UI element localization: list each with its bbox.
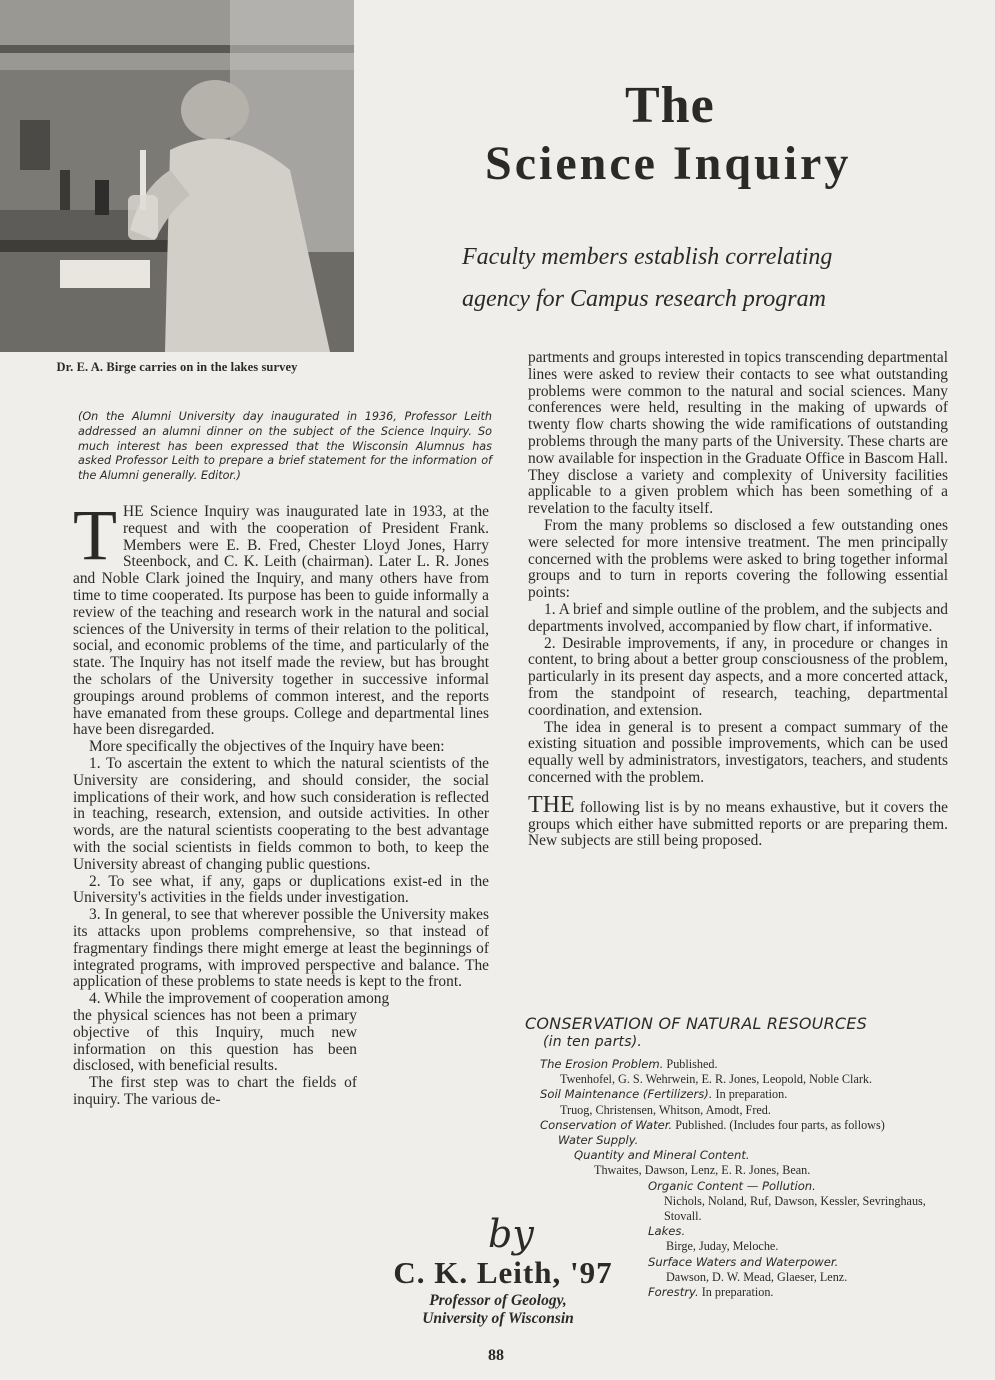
objectives-intro: More specifically the objectives of the Inquiry have been:: [89, 738, 445, 756]
list-item: Nichols, Noland, Ruf, Dawson, Kessler, Sevringhaus, Stovall.: [664, 1193, 926, 1224]
by-label: by: [488, 1212, 534, 1256]
list-item: Truog, Christensen, Whitson, Amodt, Fred.: [560, 1102, 771, 1117]
list-item: Water Supply.: [558, 1133, 639, 1148]
objective-3: 3. In general, to see that wherever possible the University makes its attacks upon problems comprehensive, so that instead of fragmentary findings there might emerge at least the beginnings of integrated programs, with improved perspective and balance. The application of these problems to state needs is kept to the front.: [73, 906, 489, 991]
page-number: 88: [488, 1347, 504, 1364]
list-item: Forestry. In preparation.: [648, 1285, 774, 1300]
title-line-2: Science Inquiry: [485, 137, 852, 190]
list-item: Thwaites, Dawson, Lenz, E. R. Jones, Bean.: [594, 1163, 811, 1178]
author-name: C. K. Leith, '97: [393, 1255, 613, 1290]
right-column: [528, 350, 948, 850]
list-item: Twenhofel, G. S. Wehrwein, E. R. Jones, Leopold, Noble Clark.: [560, 1072, 873, 1087]
list-item: Quantity and Mineral Content.: [574, 1148, 750, 1163]
author-role: Professor of Geology,: [429, 1292, 567, 1309]
editor-note: (On the Alumni University day inaugurated in 1936, Professor Leith addressed an alumni dinner on the subject of the Science Inquiry. So much interest has been expressed that the Wisconsin Alumnus has asked Professor Leith to prepare a brief statement for the information of the Alumni generally. Editor.): [78, 410, 492, 483]
the-cap: THE: [528, 791, 575, 818]
objective-2: 2. To see what, if any, gaps or duplications exist-ed in the University's activities in the fields under investigation.: [73, 872, 489, 907]
subtitle-line-1: Faculty members establish correlating: [462, 244, 833, 270]
objective-4-start: 4. While the improvement of cooperation among: [89, 990, 390, 1008]
birge-photo: [0, 0, 354, 352]
subtitle: [462, 236, 892, 320]
author-institution: University of Wisconsin: [422, 1310, 574, 1327]
right-paragraph-1: partments and groups interested in topics transcending departmental lines were asked to review their contacts to see what outstanding problems were common to the natural and social sciences. Many conferences were held, resulting in the making of upwards of twenty flow charts showing the wide ramifications of outstanding problems through the many parts of the University. These charts are now available for inspection in the Graduate Office in Bascom Hall. They disclose a variety and complexity of University facilities applicable to a given problem which has been something of a revelation to the faculty itself.: [528, 349, 948, 518]
first-step-paragraph: The first step was to chart the fields of inquiry. The various de-: [73, 1074, 357, 1108]
objective-4-rest: the physical sciences has not been a primary objective of this Inquiry, much new information on this question has been disclosed, with beneficial results.: [73, 1006, 357, 1075]
author-info: [393, 1292, 603, 1328]
objective-1: 1. To ascertain the extent to which the natural scientists of the University are considering, and should consider, the social implications of their work, and how such consideration is reflected in teaching, research, extension, and outside activities. In other words, are the natural scientists cooperating to the best advantage with the social scientists in fields common to both, to keep the University abreast of changing public questions.: [73, 754, 489, 873]
list-item: Conservation of Water. Published. (Includes four parts, as follows): [540, 1117, 885, 1132]
list-item: Organic Content — Pollution.: [648, 1178, 816, 1193]
intro-paragraph: THE Science Inquiry was inaugurated late in 1933, at the request and with the cooperation of President Frank. Members were E. B. Fred, Chester Lloyd Jones, Harry Steenbock, and C. K. Leith (chairman). Later L. R. Jones and Noble Clark joined the Inquiry, and many others have from time to time cooperated. Its purpose has been to guide informally a review of the teaching and research work in the natural and social sciences of the University in terms of their relation to the political, social, and economic problems of the time, and particularly of the state. The Inquiry has not itself made the review, but has brought the scholars of the University together in successive informal groupings around problems of common interest, and the reports have emanated from these groups. College and departmental lines have been disregarded.: [73, 495, 489, 739]
title-line-1: The: [625, 77, 715, 134]
left-column: [73, 495, 489, 1109]
right-paragraph-2: From the many problems so disclosed a few outstanding ones were selected for more intensive treatment. The men principally concerned with the problems were asked to bring together informal groups and to turn in reports covering the following essential points:: [528, 516, 948, 602]
photo-caption: Dr. E. A. Birge carries on in the lakes survey: [56, 360, 298, 374]
list-item: The Erosion Problem. Published.: [540, 1057, 718, 1071]
list-item: Soil Maintenance (Fertilizers). In preparation.: [540, 1087, 788, 1102]
list-item: Surface Waters and Waterpower.: [648, 1254, 839, 1269]
conservation-subtitle: (in ten parts).: [543, 1034, 643, 1050]
right-paragraph-5: The idea in general is to present a compact summary of the existing situation and possible improvements, which can be used equally well by administrators, investigators, teachers, and students concerned with the problem.: [528, 718, 948, 786]
lab-scene-illustration: [0, 0, 354, 352]
list-item: Dawson, D. W. Mead, Glaeser, Lenz.: [666, 1269, 848, 1284]
conservation-heading: [525, 1015, 945, 1051]
right-paragraph-6: THE following list is by no means exhaustive, but it covers the groups which either have submitted reports or are preparing them. New subjects are still being proposed.: [528, 791, 948, 850]
drop-cap: T: [73, 495, 117, 575]
subtitle-line-2: agency for Campus research program: [462, 286, 826, 312]
conservation-title: CONSERVATION OF NATURAL RESOURCES: [525, 1014, 867, 1033]
point-2: 2. Desirable improvements, if any, in procedure or changes in content, to bring about a better group consciousness of the problem, particularly in its present day aspects, and a more concerted attack, from the standpoint of research, teaching, departmental coordination, and extension.: [528, 634, 948, 719]
list-item: Birge, Juday, Meloche.: [666, 1239, 779, 1254]
point-1: 1. A brief and simple outline of the problem, and the subjects and departments involved, accompanied by flow chart, if informative.: [528, 600, 948, 635]
list-item: Lakes.: [648, 1224, 686, 1239]
